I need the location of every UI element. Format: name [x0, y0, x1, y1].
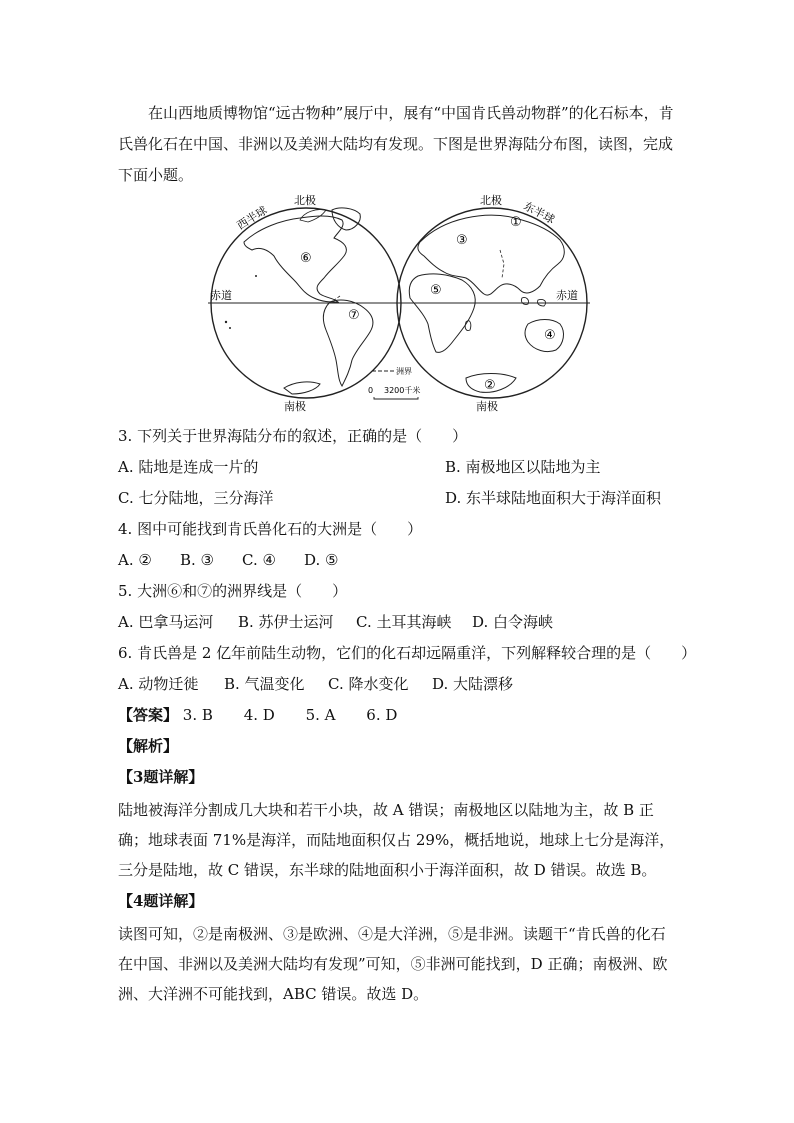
question-4-stem: 4. 图中可能找到肯氏兽化石的大洲是（ ） [118, 520, 423, 538]
q4-option-b: B. ③ [180, 551, 215, 569]
q3-option-d: D. 东半球陆地面积大于海洋面积 [445, 489, 662, 507]
east-hemisphere-label: 东半球 [521, 199, 557, 227]
north-pole-label-east: 北极 [480, 194, 502, 207]
west-hemisphere-label: 西半球 [234, 203, 270, 233]
greenland-outline [332, 208, 360, 230]
q5-option-c: C. 土耳其海峡 [356, 613, 452, 631]
q6-option-d: D. 大陆漂移 [432, 675, 514, 693]
marker-1: ① [510, 215, 522, 230]
detail-4-text: 读图可知，②是南极洲、③是欧洲、④是大洋洲，⑤是非洲。读题干“肯氏兽的化石在中国、非洲以及美洲大陆均有发现”可知，⑤非洲可能找到，D 正确；南极洲、欧洲、大洋洲不可能找到，ABC 错误。故选 D。 [118, 925, 668, 1003]
q3-option-b: B. 南极地区以陆地为主 [445, 458, 601, 476]
answer-5: 5. A [305, 706, 336, 724]
marker-5: ⑤ [430, 283, 442, 298]
question-3-stem: 3. 下列关于世界海陆分布的叙述，正确的是（ ） [118, 427, 468, 445]
question-6-stem: 6. 肯氏兽是 2 亿年前陆生动物，它们的化石却远隔重洋，下列解释较合理的是（ ） [118, 644, 697, 662]
answer-line [118, 705, 397, 725]
world-map-figure [204, 190, 594, 415]
q6-option-c: C. 降水变化 [328, 675, 409, 693]
answer-label: 【答案】 [118, 706, 179, 724]
q4-option-a: A. ② [118, 551, 152, 569]
answer-4: 4. D [243, 706, 275, 724]
answer-6: 6. D [366, 706, 398, 724]
q5-option-b: B. 苏伊士运河 [238, 613, 334, 631]
q4-option-d: D. ⑤ [304, 551, 339, 569]
detail-3-heading: 【3题详解】 [118, 768, 204, 786]
q5-option-d: D. 白令海峡 [472, 613, 554, 631]
africa-outline [409, 274, 475, 352]
q4-option-c: C. ④ [242, 551, 276, 569]
equator-label-east: 赤道 [556, 289, 578, 302]
scale-zero-label: 0 [368, 386, 374, 395]
north-america-outline [244, 216, 346, 302]
marker-2: ② [484, 378, 496, 393]
scale-bar [374, 397, 418, 399]
boundary-legend-label: 洲界 [396, 367, 412, 376]
south-pole-label-east: 南极 [476, 400, 498, 413]
equator-label-west: 赤道 [210, 289, 232, 302]
detail-3-text: 陆地被海洋分割成几大块和若干小块，故 A 错误；南极地区以陆地为主，故 B 正确；地球表面 71%是海洋，而陆地面积仅占 29%，概括地说，地球上七分是海洋，三分是陆地，故 C 错误，东半球的陆地面积小于海洋面积，故 D 错误。故选 B。 [118, 801, 675, 879]
north-pole-label-west: 北极 [294, 194, 316, 207]
q5-option-a: A. 巴拿马运河 [118, 613, 214, 631]
marker-7: ⑦ [348, 308, 360, 323]
intro-paragraph: 在山西地质博物馆“远古物种”展厅中，展有“中国肯氏兽动物群”的化石标本，肯氏兽化石在中国、非洲以及美洲大陆均有发现。下图是世界海陆分布图，读图，完成下面小题。 [118, 104, 674, 184]
south-pole-label-west: 南极 [284, 400, 306, 413]
marker-3: ③ [456, 233, 468, 248]
q3-option-a: A. 陆地是连成一片的 [118, 458, 259, 476]
analysis-heading: 【解析】 [118, 737, 179, 755]
question-5-stem: 5. 大洲⑥和⑦的洲界线是（ ） [118, 582, 348, 600]
marker-6: ⑥ [300, 251, 312, 266]
marker-4: ④ [544, 328, 556, 343]
q6-option-b: B. 气温变化 [224, 675, 305, 693]
q3-option-c: C. 七分陆地，三分海洋 [118, 489, 274, 507]
answer-3: 3. B [182, 706, 213, 724]
detail-4-heading: 【4题详解】 [118, 892, 204, 910]
q6-option-a: A. 动物迁徙 [118, 675, 199, 693]
scale-distance-label: 3200千米 [384, 386, 421, 395]
